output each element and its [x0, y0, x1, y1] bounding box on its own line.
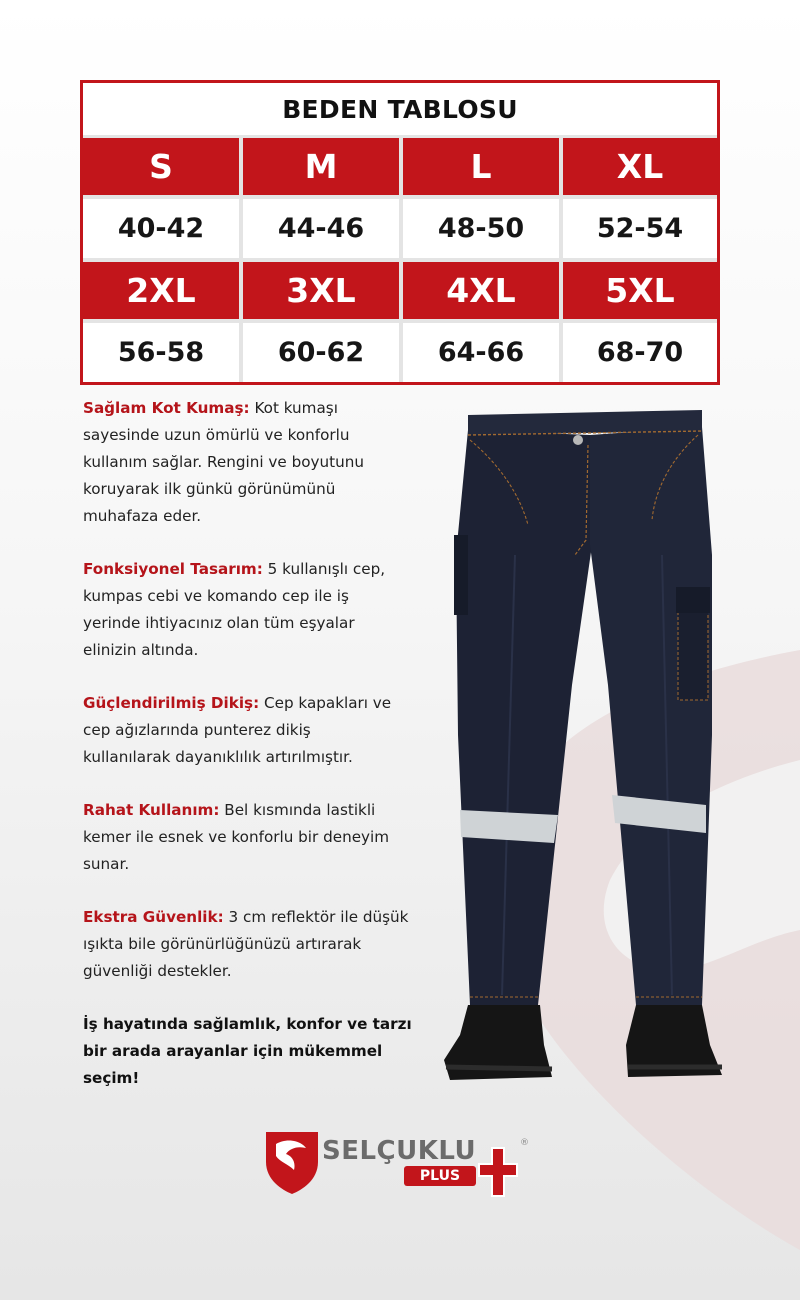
size-range-4xl: 64-66: [403, 323, 559, 382]
feature-title: Ekstra Güvenlik:: [83, 908, 224, 926]
tagline-line: bir arada arayanlar için mükemmel: [83, 1042, 383, 1060]
size-label-4xl: 4XL: [403, 262, 559, 319]
feature-text: Kot kumaşı: [249, 399, 338, 417]
size-range-m: 44-46: [243, 199, 399, 258]
size-range-2xl: 56-58: [83, 323, 239, 382]
size-range-xl: 52-54: [563, 199, 717, 258]
size-label-m: M: [243, 138, 399, 195]
size-label-s: S: [83, 138, 239, 195]
feature-text: kumpas cebi ve komando cep ile iş: [83, 587, 349, 605]
feature-text: 3 cm reflektör ile düşük: [223, 908, 409, 926]
feature-functional-design: [83, 556, 448, 664]
eagle-shield-icon: [262, 1126, 322, 1196]
plus-cross-icon: [477, 1146, 519, 1198]
tagline-line: İş hayatında sağlamlık, konfor ve tarzı: [83, 1015, 412, 1033]
feature-text: 5 kullanışlı cep,: [262, 560, 386, 578]
feature-extra-safety: [83, 904, 448, 985]
registered-mark: ®: [520, 1138, 529, 1148]
size-label-l: L: [403, 138, 559, 195]
work-pants-image: [440, 405, 730, 1090]
feature-list: [83, 395, 448, 1092]
feature-title: Sağlam Kot Kumaş:: [83, 399, 250, 417]
feature-text: muhafaza eder.: [83, 507, 202, 525]
feature-text: kullanılarak dayanıklılık artırılmıştır.: [83, 748, 353, 766]
feature-title: Fonksiyonel Tasarım:: [83, 560, 263, 578]
size-label-5xl: 5XL: [563, 262, 717, 319]
feature-text: güvenliği destekler.: [83, 962, 232, 980]
size-range-s: 40-42: [83, 199, 239, 258]
size-table-title: BEDEN TABLOSU: [83, 83, 717, 135]
feature-title: Rahat Kullanım:: [83, 801, 220, 819]
feature-text: sayesinde uzun ömürlü ve konforlu: [83, 426, 350, 444]
logo-plus-badge: PLUS: [404, 1166, 476, 1186]
tagline-line: seçim!: [83, 1069, 140, 1087]
feature-text: yerinde ihtiyacınız olan tüm eşyalar: [83, 614, 355, 632]
brand-logo: [262, 1126, 547, 1212]
feature-text: Bel kısmında lastikli: [219, 801, 376, 819]
feature-durable-denim: [83, 395, 448, 530]
tagline: [83, 1011, 448, 1092]
size-range-l: 48-50: [403, 199, 559, 258]
size-table: [80, 80, 720, 385]
feature-text: Cep kapakları ve: [259, 694, 392, 712]
feature-text: koruyarak ilk günkü görünümünü: [83, 480, 336, 498]
size-label-3xl: 3XL: [243, 262, 399, 319]
size-range-3xl: 60-62: [243, 323, 399, 382]
feature-text: kemer ile esnek ve konforlu bir deneyim: [83, 828, 390, 846]
size-range-5xl: 68-70: [563, 323, 717, 382]
feature-comfort: [83, 797, 448, 878]
feature-reinforced-stitching: [83, 690, 448, 771]
logo-brand-name: SELÇUKLU: [322, 1136, 477, 1166]
feature-text: sunar.: [83, 855, 130, 873]
feature-text: ışıkta bile görünürlüğünüzü artırarak: [83, 935, 362, 953]
feature-title: Güçlendirilmiş Dikiş:: [83, 694, 260, 712]
feature-text: elinizin altında.: [83, 641, 199, 659]
feature-text: cep ağızlarında punterez dikiş: [83, 721, 311, 739]
size-label-xl: XL: [563, 138, 717, 195]
feature-text: kullanım sağlar. Rengini ve boyutunu: [83, 453, 364, 471]
size-label-2xl: 2XL: [83, 262, 239, 319]
